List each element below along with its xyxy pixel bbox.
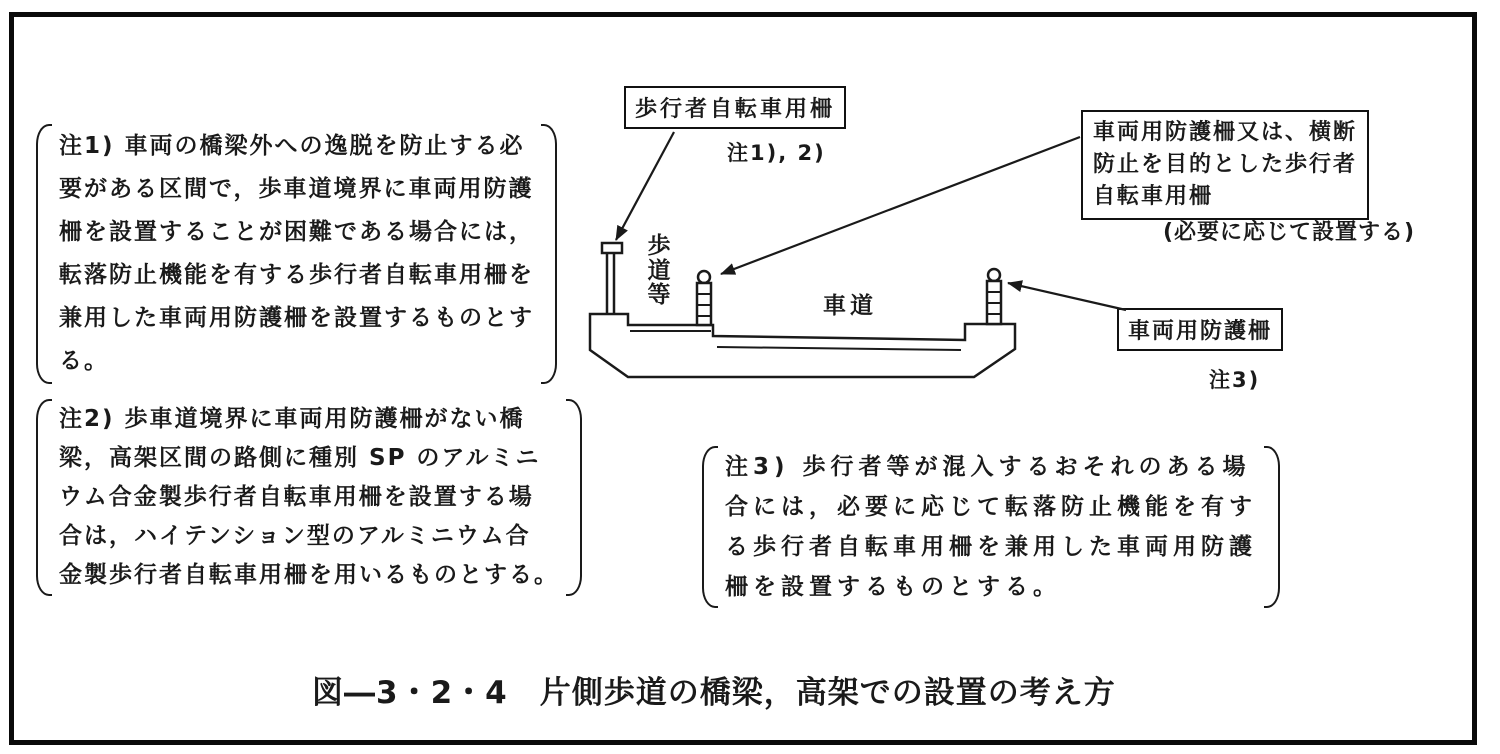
note-line: 要がある区間で，歩車道境界に車両用防護 — [59, 176, 534, 202]
figure-caption: 図―3・2・4 片側歩道の橋梁，高架での設置の考え方 — [312, 675, 1116, 711]
note-line: 注1) 車両の橋梁外への逸脱を防止する必 — [59, 133, 525, 159]
note-line: 金製歩行者自転車用柵を用いるものとする。 — [59, 562, 559, 588]
label-pedestrian-bicycle-fence: 歩行者自転車用柵 — [624, 86, 846, 129]
left-railing-post — [602, 243, 622, 314]
bridge-deck — [590, 314, 1015, 377]
roadway-label: 車道 — [823, 293, 877, 319]
arrow-to-median-post — [721, 137, 1080, 274]
label-line: 車両用防護柵又は、横断 — [1093, 120, 1358, 145]
note-line: 柵を設置するものとする。 — [725, 574, 1061, 600]
note-line: 合には，必要に応じて転落防止機能を有す — [725, 494, 1257, 520]
note-line: ウム合金製歩行者自転車用柵を設置する場 — [59, 484, 534, 510]
note-line: 柵を設置することが困難である場合には， — [59, 219, 534, 245]
note-ref-3: 注3) — [1209, 368, 1261, 392]
note-line: 注3) 歩行者等が混入するおそれのある場 — [725, 454, 1251, 480]
label-vehicle-guard-fence: 車両用防護柵 — [1117, 308, 1283, 351]
note-line: る歩行者自転車用柵を兼用した車両用防護 — [725, 534, 1257, 560]
note-line: 転落防止機能を有する歩行者自転車用柵を — [59, 262, 534, 288]
label-line: 自転車用柵 — [1093, 184, 1214, 209]
median-guard-post — [697, 271, 711, 325]
note-line: 合は，ハイテンション型のアルミニウム合 — [59, 523, 531, 549]
note-ref-1-2: 注1), 2) — [727, 141, 826, 165]
right-guard-post — [987, 269, 1001, 324]
note-line: 梁，高架区間の路側に種別 SP のアルミニ — [59, 445, 541, 471]
arrow-to-right-post — [1008, 283, 1126, 310]
note-line: 注2) 歩車道境界に車両用防護柵がない橋 — [59, 406, 525, 432]
note-line: る。 — [59, 348, 109, 374]
note-line: 兼用した車両用防護柵を設置するものとす — [59, 305, 534, 331]
sidewalk-label: 歩道等 — [647, 233, 671, 308]
arrow-to-left-post — [616, 132, 674, 240]
condition-note: (必要に応じて設置する) — [1163, 220, 1416, 245]
label-line: 防止を目的とした歩行者 — [1093, 152, 1358, 177]
